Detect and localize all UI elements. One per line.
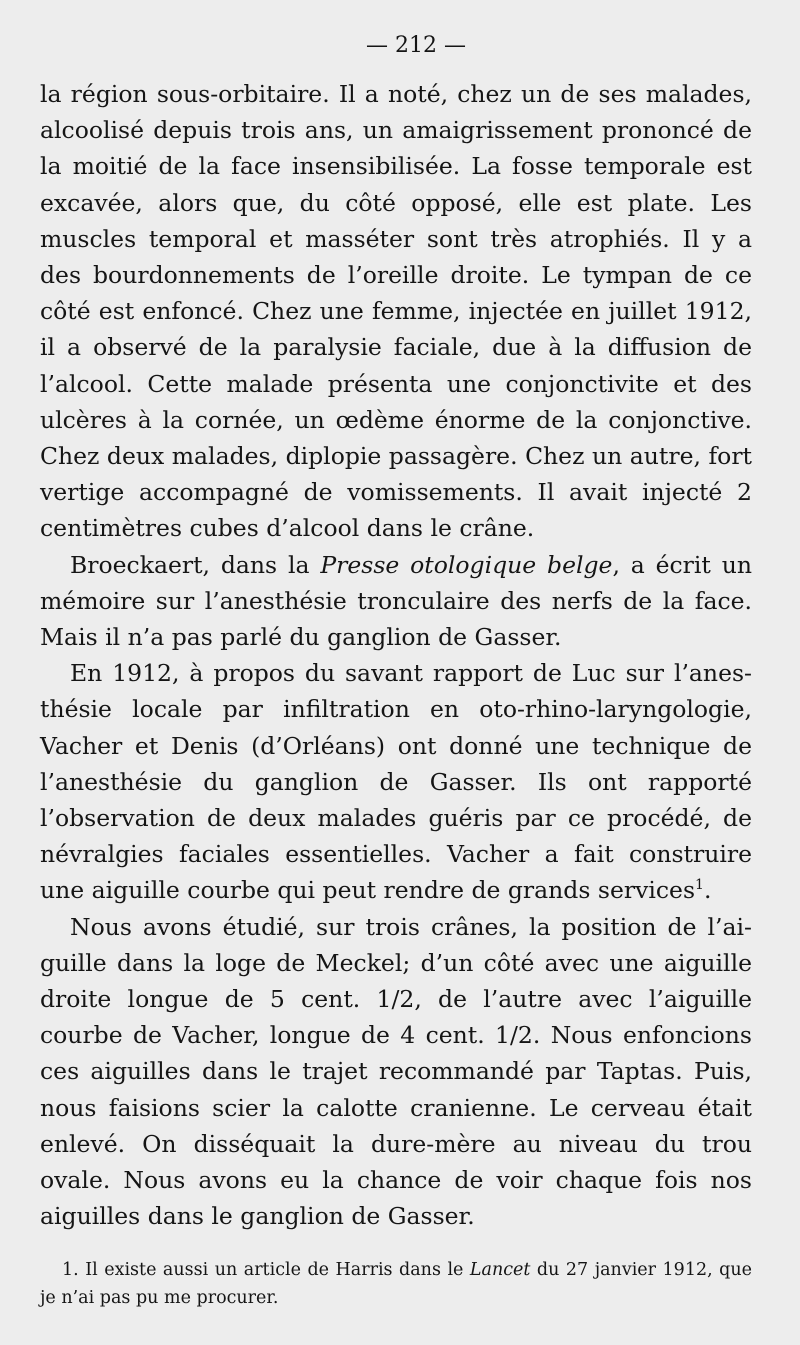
paragraph-2 <box>40 547 752 656</box>
paragraph-3 <box>40 655 752 908</box>
footnote-reference: 1 <box>695 877 704 894</box>
paragraph-2-text-after: , a écrit un mémoire sur l’anesthésie tronculaire des nerfs de la face. Mais il n’a pas parlé du ganglion de Gasser. <box>40 550 752 652</box>
footnote-text-before: 1. Il existe aussi un article de Harris dans le <box>62 1260 470 1280</box>
footnote-text <box>40 1256 752 1312</box>
body-text <box>40 76 752 1235</box>
page-number: — 212 — <box>366 33 466 58</box>
footnote <box>40 1256 752 1312</box>
paragraph-3-end: . <box>703 876 712 905</box>
paragraph-1: la région sous-orbitaire. Il a noté, chez un de ses malades, alcoolisé depuis trois ans, un amaigrissement prononcé de la moitié de la face insensibilisée. La fosse temporale est excavée, alors que, du côté opposé, elle est plate. Les muscles temporal et masséter sont très atrophiés. Il y a des bourdonnements de l’oreille droite. Le tympan de ce côté est enfoncé. Chez une femme, injectée en juillet 1912, il a observé de la paralysie faciale, due à la diffusion de l’alcool. Cette malade présenta une conjonctivite et des ulcères à la cornée, un œdème énorme de la conjonctive. Chez deux malades, diplopie passagère. Chez un autre, fort vertige accompagné de vomissements. Il avait injecté 2 centimètres cubes d’alcool dans le crâne. <box>40 80 752 543</box>
paragraph-3-text: En 1912, à propos du savant rapport de Luc sur l’anesthésie locale par infiltration en oto-rhino-laryngologie, Vacher et Denis (d’Orléans) ont donné une technique de l’anesthésie du ganglion de Gasser. Ils ont rapporté l’observation de deux malades guéris par ce procédé, de névralgies faciales essentielles. Vacher a fait construire une aiguille courbe qui peut rendre de grands services <box>40 659 752 905</box>
paragraph-2-text-before: Broeckaert, dans la <box>70 550 321 579</box>
journal-title-lancet: Lancet <box>469 1260 531 1280</box>
journal-title-presse-otologique: Presse otologique belge <box>320 550 613 579</box>
footnote-text-after: du 27 janvier 1912, que je n’ai pas pu me procurer. <box>40 1260 752 1308</box>
paragraph-4: Nous avons étudié, sur trois crânes, la position de l’aiguille dans la loge de Meckel; d’un côté avec une aiguille droite longue de 5 cent. 1/2, de l’autre avec l’aiguille courbe de Vacher, longue de 4 cent. 1/2. Nous enfoncions ces aiguilles dans le trajet recommandé par Taptas. Puis, nous faisions scier la calotte cranienne. Le cerveau était enlevé. On disséquait la dure-mère au niveau du trou ovale. Nous avons eu la chance de voir chaque fois nos aiguilles dans le ganglion de Gasser. <box>40 912 752 1231</box>
